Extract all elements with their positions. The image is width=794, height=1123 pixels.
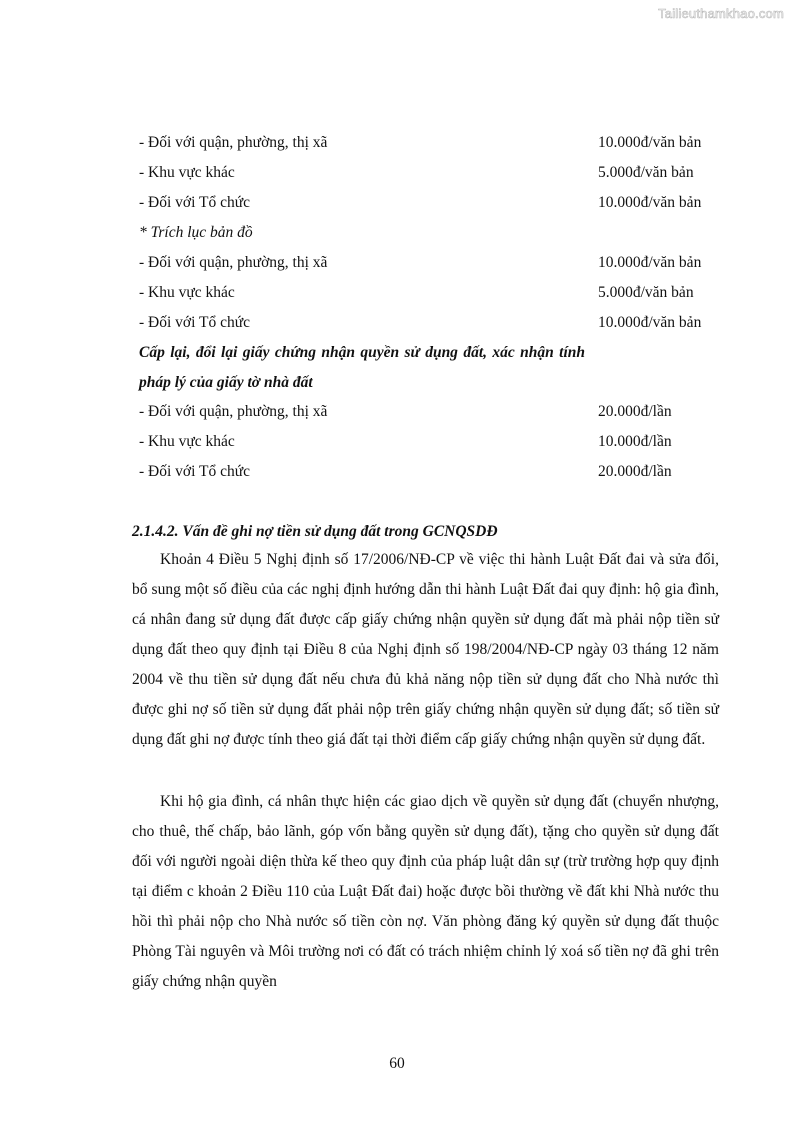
fee-label: - Khu vực khác — [139, 433, 235, 450]
fee-value: 10.000đ/văn bản — [598, 194, 702, 211]
body-paragraph: Khoản 4 Điều 5 Nghị định số 17/2006/NĐ-CP về việc thi hành Luật Đất đai và sửa đổi, bổ sung một số điều của các nghị định hướng dẫn thi hành Luật Đất đai quy định: hộ gia đình, cá nhân đang sử dụng đất được cấp giấy chứng nhận quyền sử dụng đất mà phải nộp tiền sử dụng đất theo quy định tại Điều 8 của Nghị định số 198/2004/NĐ-CP ngày 03 tháng 12 năm 2004 về thu tiền sử dụng đất nếu chưa đủ khả năng nộp tiền sử dụng đất cho Nhà nước thì được ghi nợ số tiền sử dụng đất phải nộp trên giấy chứng nhận quyền sử dụng đất; số tiền sử dụng đất ghi nợ được tính theo giá đất tại thời điểm cấp giấy chứng nhận quyền sử dụng đất. — [132, 551, 719, 748]
fee-row — [139, 430, 759, 454]
watermark-text: Tailieuthamkhao.com — [658, 6, 784, 21]
fee-value: 10.000đ/văn bản — [598, 134, 702, 151]
reissue-heading: Cấp lại, đổi lại giấy chứng nhận quyền sử dụng đất, xác nhận tính pháp lý của giấy tờ nhà đất — [139, 344, 585, 391]
fee-value: 10.000đ/văn bản — [598, 314, 702, 331]
page-number: 60 — [389, 1055, 405, 1072]
fee-label: - Đối với quận, phường, thị xã — [139, 134, 328, 151]
fee-value: 5.000đ/văn bản — [598, 164, 694, 181]
fee-label: - Đối với quận, phường, thị xã — [139, 254, 328, 271]
body-paragraph: Khi hộ gia đình, cá nhân thực hiện các giao dịch về quyền sử dụng đất (chuyển nhượng, cho thuê, thế chấp, bảo lãnh, góp vốn bằng quyền sử dụng đất), tặng cho quyền sử dụng đất đối với người ngoài diện thừa kế theo quy định của pháp luật dân sự (trừ trường hợp quy định tại điểm c khoản 2 Điều 110 của Luật Đất đai) hoặc được bồi thường về đất khi Nhà nước thu hồi thì phải nộp cho Nhà nước số tiền còn nợ. Văn phòng đăng ký quyền sử dụng đất thuộc Phòng Tài nguyên và Môi trường nơi có đất có trách nhiệm chỉnh lý xoá số tiền nợ đã ghi trên giấy chứng nhận quyền — [132, 793, 719, 990]
fee-row — [139, 311, 759, 335]
fee-row — [139, 281, 759, 305]
map-extract-heading: * Trích lục bản đồ — [139, 224, 253, 241]
fee-label: - Đối với Tổ chức — [139, 314, 251, 331]
fee-row — [139, 251, 759, 275]
fee-row — [139, 191, 759, 215]
fee-label: - Khu vực khác — [139, 284, 235, 301]
fee-label: - Khu vực khác — [139, 164, 235, 181]
fee-value: 5.000đ/văn bản — [598, 284, 694, 301]
fee-value: 20.000đ/lần — [598, 403, 672, 420]
fee-row — [139, 161, 759, 185]
fee-value: 10.000đ/văn bản — [598, 254, 702, 271]
fee-label: - Đối với Tổ chức — [139, 463, 251, 480]
fee-row — [139, 460, 759, 484]
fee-label: - Đối với Tổ chức — [139, 194, 251, 211]
fee-row — [139, 131, 759, 155]
fee-value: 10.000đ/lần — [598, 433, 672, 450]
fee-label: - Đối với quận, phường, thị xã — [139, 403, 328, 420]
fee-value: 20.000đ/lần — [598, 463, 672, 480]
section-title: 2.1.4.2. Vấn đề ghi nợ tiền sử dụng đất trong GCNQSDĐ — [132, 523, 498, 540]
fee-row — [139, 400, 759, 424]
